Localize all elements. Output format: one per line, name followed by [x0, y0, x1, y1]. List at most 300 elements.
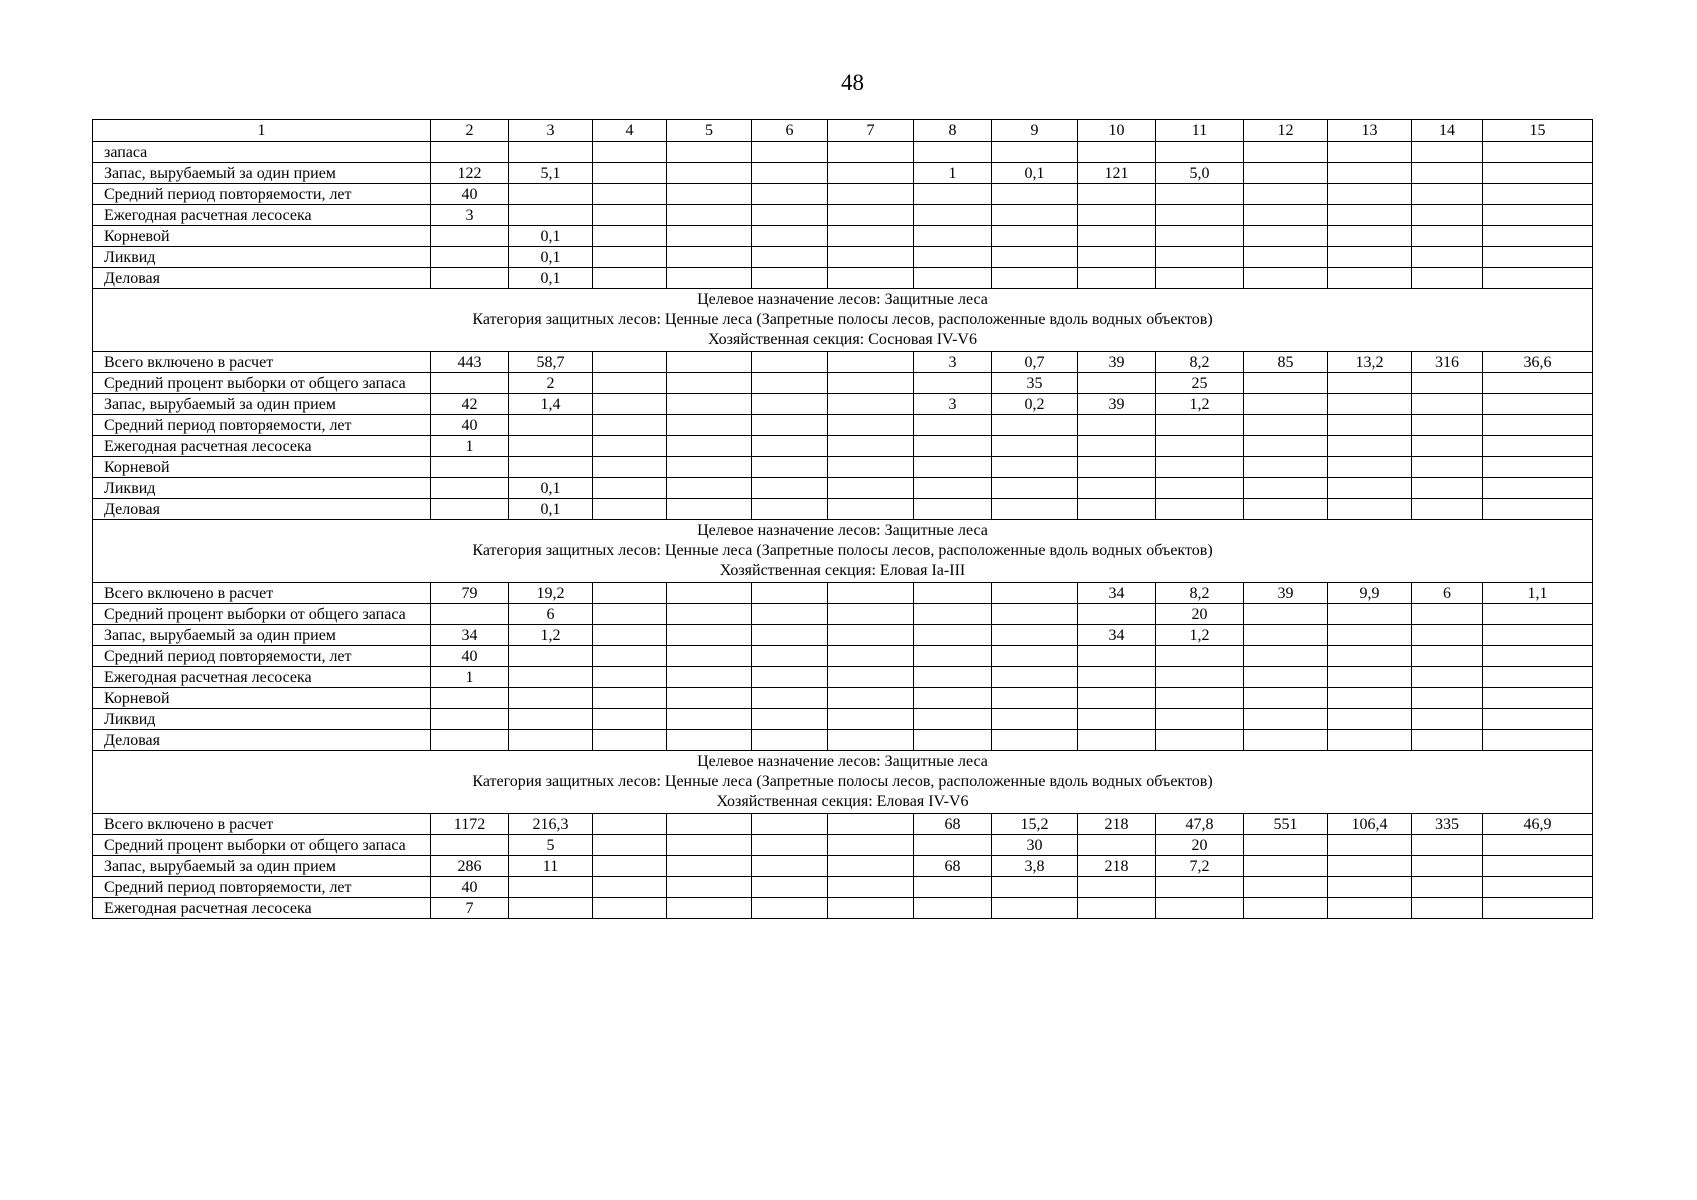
value-cell [593, 415, 667, 436]
value-cell [914, 688, 992, 709]
value-cell [1328, 142, 1412, 163]
value-cell: 34 [1078, 583, 1156, 604]
value-cell: 106,4 [1328, 814, 1412, 835]
value-cell: 216,3 [509, 814, 593, 835]
value-cell [593, 478, 667, 499]
value-cell [593, 184, 667, 205]
value-cell: 0,1 [992, 163, 1078, 184]
value-cell [828, 709, 914, 730]
value-cell [752, 436, 828, 457]
row-label-cell: Ликвид [93, 247, 431, 268]
value-cell [828, 583, 914, 604]
row-label-cell: Средний период повторяемости, лет [93, 646, 431, 667]
value-cell [1244, 226, 1328, 247]
value-cell [509, 142, 593, 163]
value-cell [1328, 205, 1412, 226]
value-cell [593, 205, 667, 226]
table-row [93, 730, 1593, 751]
value-cell [914, 877, 992, 898]
value-cell [1156, 415, 1244, 436]
value-cell [828, 142, 914, 163]
value-cell [914, 205, 992, 226]
value-cell [667, 184, 752, 205]
value-cell: 20 [1156, 604, 1244, 625]
value-cell [1078, 499, 1156, 520]
value-cell [1412, 163, 1483, 184]
value-cell [593, 709, 667, 730]
value-cell [667, 877, 752, 898]
value-cell [1328, 499, 1412, 520]
value-cell [509, 730, 593, 751]
value-cell [593, 604, 667, 625]
row-label-cell: Ежегодная расчетная лесосека [93, 667, 431, 688]
value-cell [667, 163, 752, 184]
value-cell [828, 625, 914, 646]
value-cell [992, 667, 1078, 688]
value-cell [1244, 394, 1328, 415]
value-cell [914, 457, 992, 478]
value-cell [1328, 394, 1412, 415]
column-number-header: 5 [667, 120, 752, 142]
value-cell [828, 478, 914, 499]
value-cell: 3 [431, 205, 509, 226]
value-cell [667, 835, 752, 856]
value-cell [914, 436, 992, 457]
value-cell [1244, 268, 1328, 289]
value-cell [1483, 835, 1593, 856]
value-cell [914, 268, 992, 289]
value-cell [1156, 478, 1244, 499]
value-cell: 8,2 [1156, 583, 1244, 604]
value-cell [593, 499, 667, 520]
forest-calculation-table [92, 119, 1593, 919]
column-number-header: 2 [431, 120, 509, 142]
section-header-line: Целевое назначение лесов: Защитные леса [697, 753, 988, 770]
value-cell [431, 730, 509, 751]
value-cell [828, 877, 914, 898]
table-row [93, 415, 1593, 436]
value-cell [828, 604, 914, 625]
value-cell [1244, 688, 1328, 709]
value-cell: 286 [431, 856, 509, 877]
value-cell: 25 [1156, 373, 1244, 394]
value-cell [914, 499, 992, 520]
value-cell [752, 625, 828, 646]
table-row [93, 394, 1593, 415]
value-cell [509, 436, 593, 457]
value-cell [992, 457, 1078, 478]
value-cell [828, 226, 914, 247]
table-row [93, 247, 1593, 268]
value-cell: 1,1 [1483, 583, 1593, 604]
value-cell [1412, 226, 1483, 247]
value-cell [992, 604, 1078, 625]
table-row [93, 814, 1593, 835]
value-cell: 1 [431, 436, 509, 457]
table-row [93, 268, 1593, 289]
value-cell [593, 646, 667, 667]
value-cell [1328, 709, 1412, 730]
value-cell: 0,1 [509, 226, 593, 247]
value-cell: 47,8 [1156, 814, 1244, 835]
value-cell [593, 457, 667, 478]
value-cell [1328, 163, 1412, 184]
value-cell: 42 [431, 394, 509, 415]
value-cell [1078, 835, 1156, 856]
table-row [93, 583, 1593, 604]
value-cell [828, 184, 914, 205]
value-cell [1244, 373, 1328, 394]
value-cell [992, 730, 1078, 751]
value-cell [593, 730, 667, 751]
value-cell: 40 [431, 415, 509, 436]
value-cell [914, 625, 992, 646]
column-number-header: 11 [1156, 120, 1244, 142]
value-cell [1078, 898, 1156, 919]
value-cell [914, 898, 992, 919]
value-cell [1483, 205, 1593, 226]
value-cell [1078, 877, 1156, 898]
section-header-row [93, 289, 1593, 352]
value-cell [1483, 394, 1593, 415]
table-row [93, 604, 1593, 625]
column-number-header: 10 [1078, 120, 1156, 142]
value-cell [828, 730, 914, 751]
value-cell [667, 604, 752, 625]
value-cell [1412, 730, 1483, 751]
row-label-cell: Ежегодная расчетная лесосека [93, 898, 431, 919]
value-cell: 68 [914, 814, 992, 835]
value-cell [1328, 247, 1412, 268]
value-cell: 13,2 [1328, 352, 1412, 373]
value-cell: 68 [914, 856, 992, 877]
value-cell [1156, 247, 1244, 268]
value-cell: 1,2 [509, 625, 593, 646]
row-label-cell: Всего включено в расчет [93, 814, 431, 835]
value-cell [593, 373, 667, 394]
value-cell [1078, 415, 1156, 436]
table-row [93, 667, 1593, 688]
column-number-header: 13 [1328, 120, 1412, 142]
value-cell [752, 583, 828, 604]
value-cell: 30 [992, 835, 1078, 856]
value-cell [1078, 646, 1156, 667]
value-cell [1244, 667, 1328, 688]
value-cell [828, 247, 914, 268]
value-cell [667, 814, 752, 835]
value-cell [1078, 373, 1156, 394]
value-cell [593, 436, 667, 457]
value-cell [1328, 457, 1412, 478]
value-cell [593, 688, 667, 709]
value-cell: 0,2 [992, 394, 1078, 415]
value-cell [1412, 478, 1483, 499]
row-label-cell: Всего включено в расчет [93, 352, 431, 373]
value-cell [1078, 457, 1156, 478]
value-cell [1412, 268, 1483, 289]
value-cell [1483, 184, 1593, 205]
value-cell [431, 835, 509, 856]
value-cell [1156, 226, 1244, 247]
value-cell [1156, 205, 1244, 226]
value-cell [1412, 499, 1483, 520]
table-row [93, 625, 1593, 646]
value-cell [828, 268, 914, 289]
value-cell [828, 835, 914, 856]
value-cell [914, 184, 992, 205]
value-cell [1244, 457, 1328, 478]
value-cell [828, 163, 914, 184]
value-cell [667, 268, 752, 289]
value-cell [509, 709, 593, 730]
row-label-cell: Средний период повторяемости, лет [93, 415, 431, 436]
value-cell [1156, 688, 1244, 709]
row-label-cell: запаса [93, 142, 431, 163]
value-cell [992, 625, 1078, 646]
row-label-cell: Корневой [93, 457, 431, 478]
value-cell [1078, 142, 1156, 163]
value-cell: 316 [1412, 352, 1483, 373]
value-cell [992, 877, 1078, 898]
value-cell [1483, 898, 1593, 919]
value-cell [752, 394, 828, 415]
value-cell: 3 [914, 352, 992, 373]
value-cell: 1 [914, 163, 992, 184]
section-header-cell [93, 289, 1593, 352]
value-cell [752, 730, 828, 751]
value-cell [667, 478, 752, 499]
value-cell [509, 667, 593, 688]
value-cell [1156, 436, 1244, 457]
section-header-line: Категория защитных лесов: Ценные леса (Запретные полосы лесов, расположенные вдоль водных объектов) [472, 773, 1213, 790]
value-cell [431, 604, 509, 625]
value-cell [509, 877, 593, 898]
value-cell [1412, 247, 1483, 268]
value-cell [914, 646, 992, 667]
value-cell [1328, 226, 1412, 247]
section-header-line: Хозяйственная секция: Сосновая IV-V6 [708, 331, 977, 348]
value-cell [828, 394, 914, 415]
value-cell [1244, 709, 1328, 730]
value-cell [752, 352, 828, 373]
value-cell [1328, 478, 1412, 499]
value-cell [1412, 205, 1483, 226]
value-cell [1483, 709, 1593, 730]
table-row [93, 478, 1593, 499]
value-cell: 5,0 [1156, 163, 1244, 184]
value-cell: 218 [1078, 856, 1156, 877]
value-cell [914, 142, 992, 163]
value-cell: 34 [1078, 625, 1156, 646]
column-number-header: 8 [914, 120, 992, 142]
value-cell [1244, 877, 1328, 898]
value-cell [1412, 898, 1483, 919]
value-cell: 1,2 [1156, 394, 1244, 415]
row-label-cell: Ликвид [93, 478, 431, 499]
value-cell: 7 [431, 898, 509, 919]
value-cell [509, 457, 593, 478]
value-cell [828, 667, 914, 688]
value-cell [1078, 205, 1156, 226]
value-cell [752, 667, 828, 688]
value-cell [1156, 268, 1244, 289]
section-header-row [93, 751, 1593, 814]
value-cell [992, 709, 1078, 730]
value-cell: 79 [431, 583, 509, 604]
value-cell [1244, 247, 1328, 268]
value-cell [1244, 646, 1328, 667]
table-row [93, 856, 1593, 877]
value-cell [992, 205, 1078, 226]
value-cell [752, 268, 828, 289]
value-cell [752, 373, 828, 394]
value-cell [752, 646, 828, 667]
value-cell [1244, 142, 1328, 163]
value-cell: 0,1 [509, 478, 593, 499]
value-cell [593, 247, 667, 268]
value-cell [593, 898, 667, 919]
table-row [93, 877, 1593, 898]
value-cell [1156, 142, 1244, 163]
value-cell [914, 226, 992, 247]
value-cell [1483, 625, 1593, 646]
value-cell [828, 457, 914, 478]
column-number-header: 4 [593, 120, 667, 142]
value-cell [1483, 877, 1593, 898]
value-cell [431, 478, 509, 499]
value-cell [828, 415, 914, 436]
value-cell [914, 373, 992, 394]
value-cell [1483, 415, 1593, 436]
row-label-cell: Средний процент выборки от общего запаса [93, 604, 431, 625]
value-cell [1156, 646, 1244, 667]
value-cell: 40 [431, 646, 509, 667]
column-number-row [93, 120, 1593, 142]
section-header-line: Категория защитных лесов: Ценные леса (Запретные полосы лесов, расположенные вдоль водных объектов) [472, 311, 1213, 328]
row-label-cell: Корневой [93, 688, 431, 709]
value-cell [828, 856, 914, 877]
value-cell [752, 226, 828, 247]
value-cell [752, 457, 828, 478]
value-cell [1078, 478, 1156, 499]
value-cell: 1,2 [1156, 625, 1244, 646]
value-cell [1412, 877, 1483, 898]
value-cell [1156, 457, 1244, 478]
value-cell [914, 709, 992, 730]
value-cell [667, 646, 752, 667]
value-cell [752, 478, 828, 499]
row-label-cell: Запас, вырубаемый за один прием [93, 625, 431, 646]
value-cell [1412, 457, 1483, 478]
value-cell [1412, 625, 1483, 646]
value-cell [509, 688, 593, 709]
value-cell: 11 [509, 856, 593, 877]
value-cell [509, 898, 593, 919]
value-cell: 15,2 [992, 814, 1078, 835]
row-label-cell: Ежегодная расчетная лесосека [93, 205, 431, 226]
value-cell [1244, 478, 1328, 499]
section-header-line: Категория защитных лесов: Ценные леса (Запретные полосы лесов, расположенные вдоль водных объектов) [472, 542, 1213, 559]
value-cell [1412, 709, 1483, 730]
value-cell [593, 142, 667, 163]
value-cell [1078, 268, 1156, 289]
value-cell [1412, 856, 1483, 877]
value-cell [752, 247, 828, 268]
value-cell [1328, 415, 1412, 436]
value-cell [667, 205, 752, 226]
value-cell [509, 415, 593, 436]
value-cell: 121 [1078, 163, 1156, 184]
value-cell [593, 625, 667, 646]
value-cell: 39 [1244, 583, 1328, 604]
value-cell [1412, 184, 1483, 205]
value-cell [1483, 604, 1593, 625]
value-cell [431, 142, 509, 163]
section-header-line: Целевое назначение лесов: Защитные леса [697, 291, 988, 308]
table-row [93, 688, 1593, 709]
value-cell [1412, 142, 1483, 163]
value-cell [1412, 835, 1483, 856]
value-cell [1412, 688, 1483, 709]
value-cell [431, 247, 509, 268]
value-cell [992, 583, 1078, 604]
value-cell [828, 373, 914, 394]
value-cell [431, 688, 509, 709]
value-cell [593, 163, 667, 184]
value-cell [593, 856, 667, 877]
value-cell [593, 835, 667, 856]
column-number-header: 9 [992, 120, 1078, 142]
value-cell [1412, 373, 1483, 394]
value-cell: 5,1 [509, 163, 593, 184]
value-cell [914, 478, 992, 499]
value-cell [752, 814, 828, 835]
value-cell [1156, 877, 1244, 898]
column-number-header: 1 [93, 120, 431, 142]
row-label-cell: Запас, вырубаемый за один прием [93, 856, 431, 877]
value-cell [593, 583, 667, 604]
value-cell [752, 163, 828, 184]
value-cell [667, 688, 752, 709]
table-row [93, 898, 1593, 919]
value-cell [992, 415, 1078, 436]
value-cell [1244, 898, 1328, 919]
table-row [93, 835, 1593, 856]
value-cell [1244, 499, 1328, 520]
value-cell [667, 856, 752, 877]
value-cell [1483, 163, 1593, 184]
value-cell [1483, 478, 1593, 499]
row-label-cell: Средний процент выборки от общего запаса [93, 373, 431, 394]
value-cell [1412, 394, 1483, 415]
row-label-cell: Запас, вырубаемый за один прием [93, 394, 431, 415]
value-cell [1156, 709, 1244, 730]
value-cell [1328, 730, 1412, 751]
value-cell [828, 436, 914, 457]
value-cell [1483, 688, 1593, 709]
value-cell [1078, 667, 1156, 688]
value-cell [667, 730, 752, 751]
value-cell: 218 [1078, 814, 1156, 835]
value-cell [667, 583, 752, 604]
value-cell [752, 142, 828, 163]
value-cell [1412, 646, 1483, 667]
value-cell [667, 709, 752, 730]
value-cell [1328, 436, 1412, 457]
value-cell: 34 [431, 625, 509, 646]
value-cell [992, 646, 1078, 667]
value-cell [1328, 604, 1412, 625]
